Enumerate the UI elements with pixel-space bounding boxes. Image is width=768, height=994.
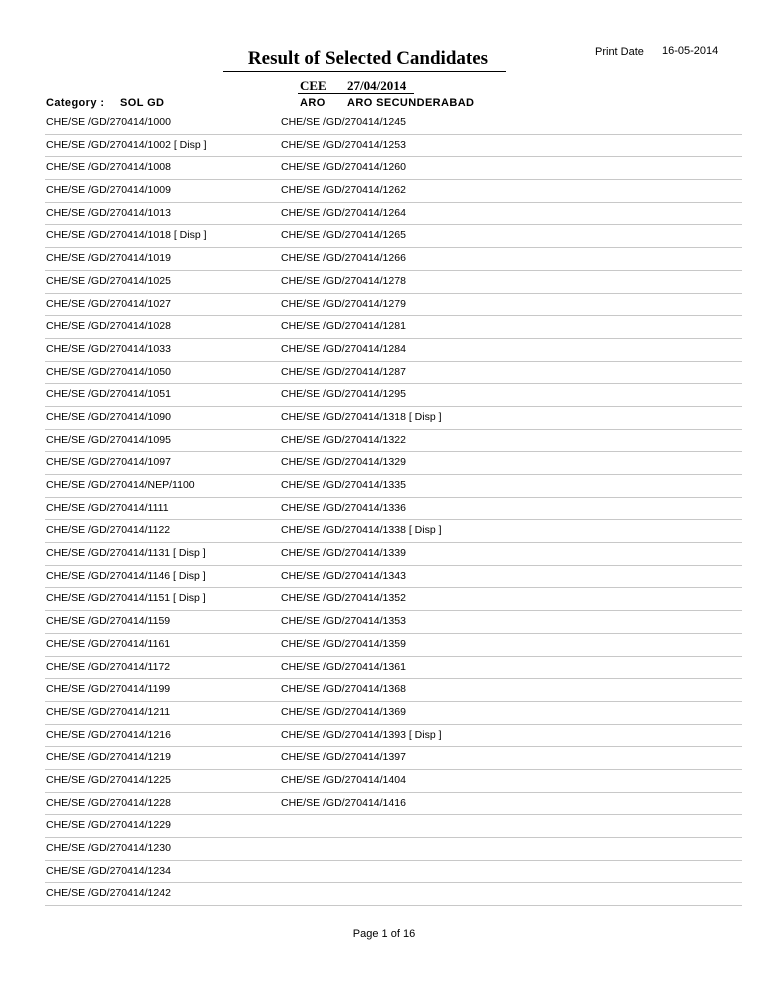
table-row: [45, 339, 742, 362]
candidate-id-left: CHE/SE /GD/270414/1228: [46, 796, 171, 809]
candidate-id-left: CHE/SE /GD/270414/1242: [46, 887, 171, 900]
table-row: [45, 203, 742, 226]
table-row: [45, 634, 742, 657]
candidate-id-left: CHE/SE /GD/270414/1033: [46, 342, 171, 355]
candidate-id-left: CHE/SE /GD/270414/1159: [46, 615, 171, 628]
candidate-id-right: CHE/SE /GD/270414/1295: [281, 388, 406, 401]
candidate-id-left: CHE/SE /GD/270414/1151 [ Disp ]: [46, 592, 206, 605]
table-row: [45, 271, 742, 294]
exam-underline: [298, 93, 414, 94]
candidate-id-right: CHE/SE /GD/270414/1369: [281, 705, 406, 718]
aro-label: ARO: [300, 97, 326, 109]
candidate-id-right: CHE/SE /GD/270414/1329: [281, 456, 406, 469]
candidate-id-right: CHE/SE /GD/270414/1335: [281, 479, 406, 491]
candidate-id-right: CHE/SE /GD/270414/1264: [281, 206, 406, 219]
candidate-id-right: CHE/SE /GD/270414/1416: [281, 796, 406, 809]
candidate-id-left: CHE/SE /GD/270414/1090: [46, 410, 171, 423]
candidate-id-right: CHE/SE /GD/270414/1336: [281, 501, 406, 514]
candidate-id-left: CHE/SE /GD/270414/1234: [46, 864, 171, 877]
candidate-id-left: CHE/SE /GD/270414/1146 [ Disp ]: [46, 569, 206, 582]
aro-value: ARO SECUNDERABAD: [347, 97, 475, 109]
table-row: [45, 407, 742, 430]
candidate-id-right: CHE/SE /GD/270414/1322: [281, 433, 406, 446]
table-row: [45, 112, 742, 135]
candidate-id-left: CHE/SE /GD/270414/1008: [46, 161, 171, 174]
table-row: [45, 384, 742, 407]
candidate-id-left: CHE/SE /GD/270414/1199: [46, 683, 171, 696]
candidate-id-right: CHE/SE /GD/270414/1278: [281, 274, 406, 287]
candidate-id-left: CHE/SE /GD/270414/1013: [46, 206, 171, 219]
table-row: [45, 883, 742, 906]
candidate-id-right: CHE/SE /GD/270414/1352: [281, 592, 406, 605]
table-row: [45, 770, 742, 793]
candidate-id-right: CHE/SE /GD/270414/1262: [281, 184, 406, 197]
table-row: [45, 543, 742, 566]
candidate-id-left: CHE/SE /GD/270414/1230: [46, 842, 171, 854]
candidate-list: [45, 112, 742, 906]
candidate-id-left: CHE/SE /GD/270414/1172: [46, 660, 171, 673]
candidate-id-left: CHE/SE /GD/270414/1122: [46, 524, 171, 537]
candidate-id-left: CHE/SE /GD/270414/1009: [46, 184, 171, 197]
table-row: [45, 747, 742, 770]
candidate-id-left: CHE/SE /GD/270414/1028: [46, 320, 171, 333]
candidate-id-left: CHE/SE /GD/270414/1216: [46, 728, 171, 741]
title-underline: [223, 71, 506, 72]
candidate-id-right: CHE/SE /GD/270414/1260: [281, 161, 406, 174]
table-row: [45, 498, 742, 521]
table-row: [45, 611, 742, 634]
candidate-id-left: CHE/SE /GD/270414/1019: [46, 252, 171, 265]
candidate-id-left: CHE/SE /GD/270414/1025: [46, 274, 171, 287]
exam-date: 27/04/2014: [347, 78, 407, 93]
candidate-id-right: CHE/SE /GD/270414/1287: [281, 365, 406, 378]
table-row: [45, 861, 742, 884]
candidate-id-left: CHE/SE /GD/270414/NEP/1100: [46, 479, 195, 491]
candidate-id-right: CHE/SE /GD/270414/1266: [281, 252, 406, 265]
candidate-id-left: CHE/SE /GD/270414/1027: [46, 297, 171, 310]
candidate-id-right: CHE/SE /GD/270414/1359: [281, 637, 406, 650]
table-row: [45, 430, 742, 453]
candidate-id-right: CHE/SE /GD/270414/1245: [281, 116, 406, 128]
table-row: [45, 702, 742, 725]
table-row: [45, 362, 742, 385]
table-row: [45, 135, 742, 158]
table-row: [45, 157, 742, 180]
table-row: [45, 294, 742, 317]
table-row: [45, 225, 742, 248]
candidate-id-right: CHE/SE /GD/270414/1279: [281, 297, 406, 310]
candidate-id-right: CHE/SE /GD/270414/1404: [281, 773, 406, 786]
table-row: [45, 725, 742, 748]
candidate-id-left: CHE/SE /GD/270414/1131 [ Disp ]: [46, 547, 206, 560]
table-row: [45, 566, 742, 589]
candidate-id-right: CHE/SE /GD/270414/1361: [281, 660, 406, 673]
page-number: Page 1 of 16: [352, 928, 416, 940]
table-row: [45, 838, 742, 861]
print-date-value: 16-05-2014: [662, 45, 719, 57]
candidate-id-right: CHE/SE /GD/270414/1353: [281, 615, 406, 628]
candidate-id-left: CHE/SE /GD/270414/1111: [46, 501, 169, 514]
candidate-id-right: CHE/SE /GD/270414/1284: [281, 342, 406, 355]
table-row: [45, 793, 742, 816]
candidate-id-right: CHE/SE /GD/270414/1318 [ Disp ]: [281, 410, 442, 423]
candidate-id-right: CHE/SE /GD/270414/1265: [281, 229, 406, 242]
table-row: [45, 588, 742, 611]
page-title: Result of Selected Candidates: [247, 48, 489, 69]
table-row: [45, 316, 742, 339]
candidate-id-left: CHE/SE /GD/270414/1229: [46, 819, 171, 832]
candidate-id-left: CHE/SE /GD/270414/1225: [46, 773, 171, 786]
table-row: [45, 452, 742, 475]
table-row: [45, 180, 742, 203]
table-row: [45, 679, 742, 702]
table-row: [45, 475, 742, 498]
candidate-id-right: CHE/SE /GD/270414/1393 [ Disp ]: [281, 728, 442, 741]
candidate-id-left: CHE/SE /GD/270414/1002 [ Disp ]: [46, 138, 207, 151]
candidate-id-right: CHE/SE /GD/270414/1368: [281, 683, 406, 696]
candidate-id-right: CHE/SE /GD/270414/1338 [ Disp ]: [281, 524, 442, 537]
candidate-id-left: CHE/SE /GD/270414/1211: [46, 705, 171, 718]
category-value: SOL GD: [120, 97, 165, 109]
candidate-id-right: CHE/SE /GD/270414/1281: [281, 320, 406, 333]
candidate-id-right: CHE/SE /GD/270414/1397: [281, 751, 406, 764]
table-row: [45, 248, 742, 271]
exam-label: CEE: [300, 78, 327, 93]
table-row: [45, 520, 742, 543]
candidate-id-left: CHE/SE /GD/270414/1161: [46, 637, 171, 650]
print-date-label: Print Date: [595, 46, 644, 58]
table-row: [45, 815, 742, 838]
candidate-id-left: CHE/SE /GD/270414/1095: [46, 433, 171, 446]
candidate-id-left: CHE/SE /GD/270414/1219: [46, 751, 171, 764]
category-label: Category :: [46, 97, 105, 109]
candidate-id-left: CHE/SE /GD/270414/1097: [46, 456, 171, 469]
table-row: [45, 657, 742, 680]
candidate-id-left: CHE/SE /GD/270414/1018 [ Disp ]: [46, 229, 207, 242]
candidate-id-right: CHE/SE /GD/270414/1343: [281, 569, 406, 582]
candidate-id-left: CHE/SE /GD/270414/1051: [46, 388, 171, 401]
candidate-id-right: CHE/SE /GD/270414/1339: [281, 547, 406, 560]
candidate-id-left: CHE/SE /GD/270414/1000: [46, 116, 171, 128]
candidate-id-left: CHE/SE /GD/270414/1050: [46, 365, 171, 378]
candidate-id-right: CHE/SE /GD/270414/1253: [281, 138, 406, 151]
